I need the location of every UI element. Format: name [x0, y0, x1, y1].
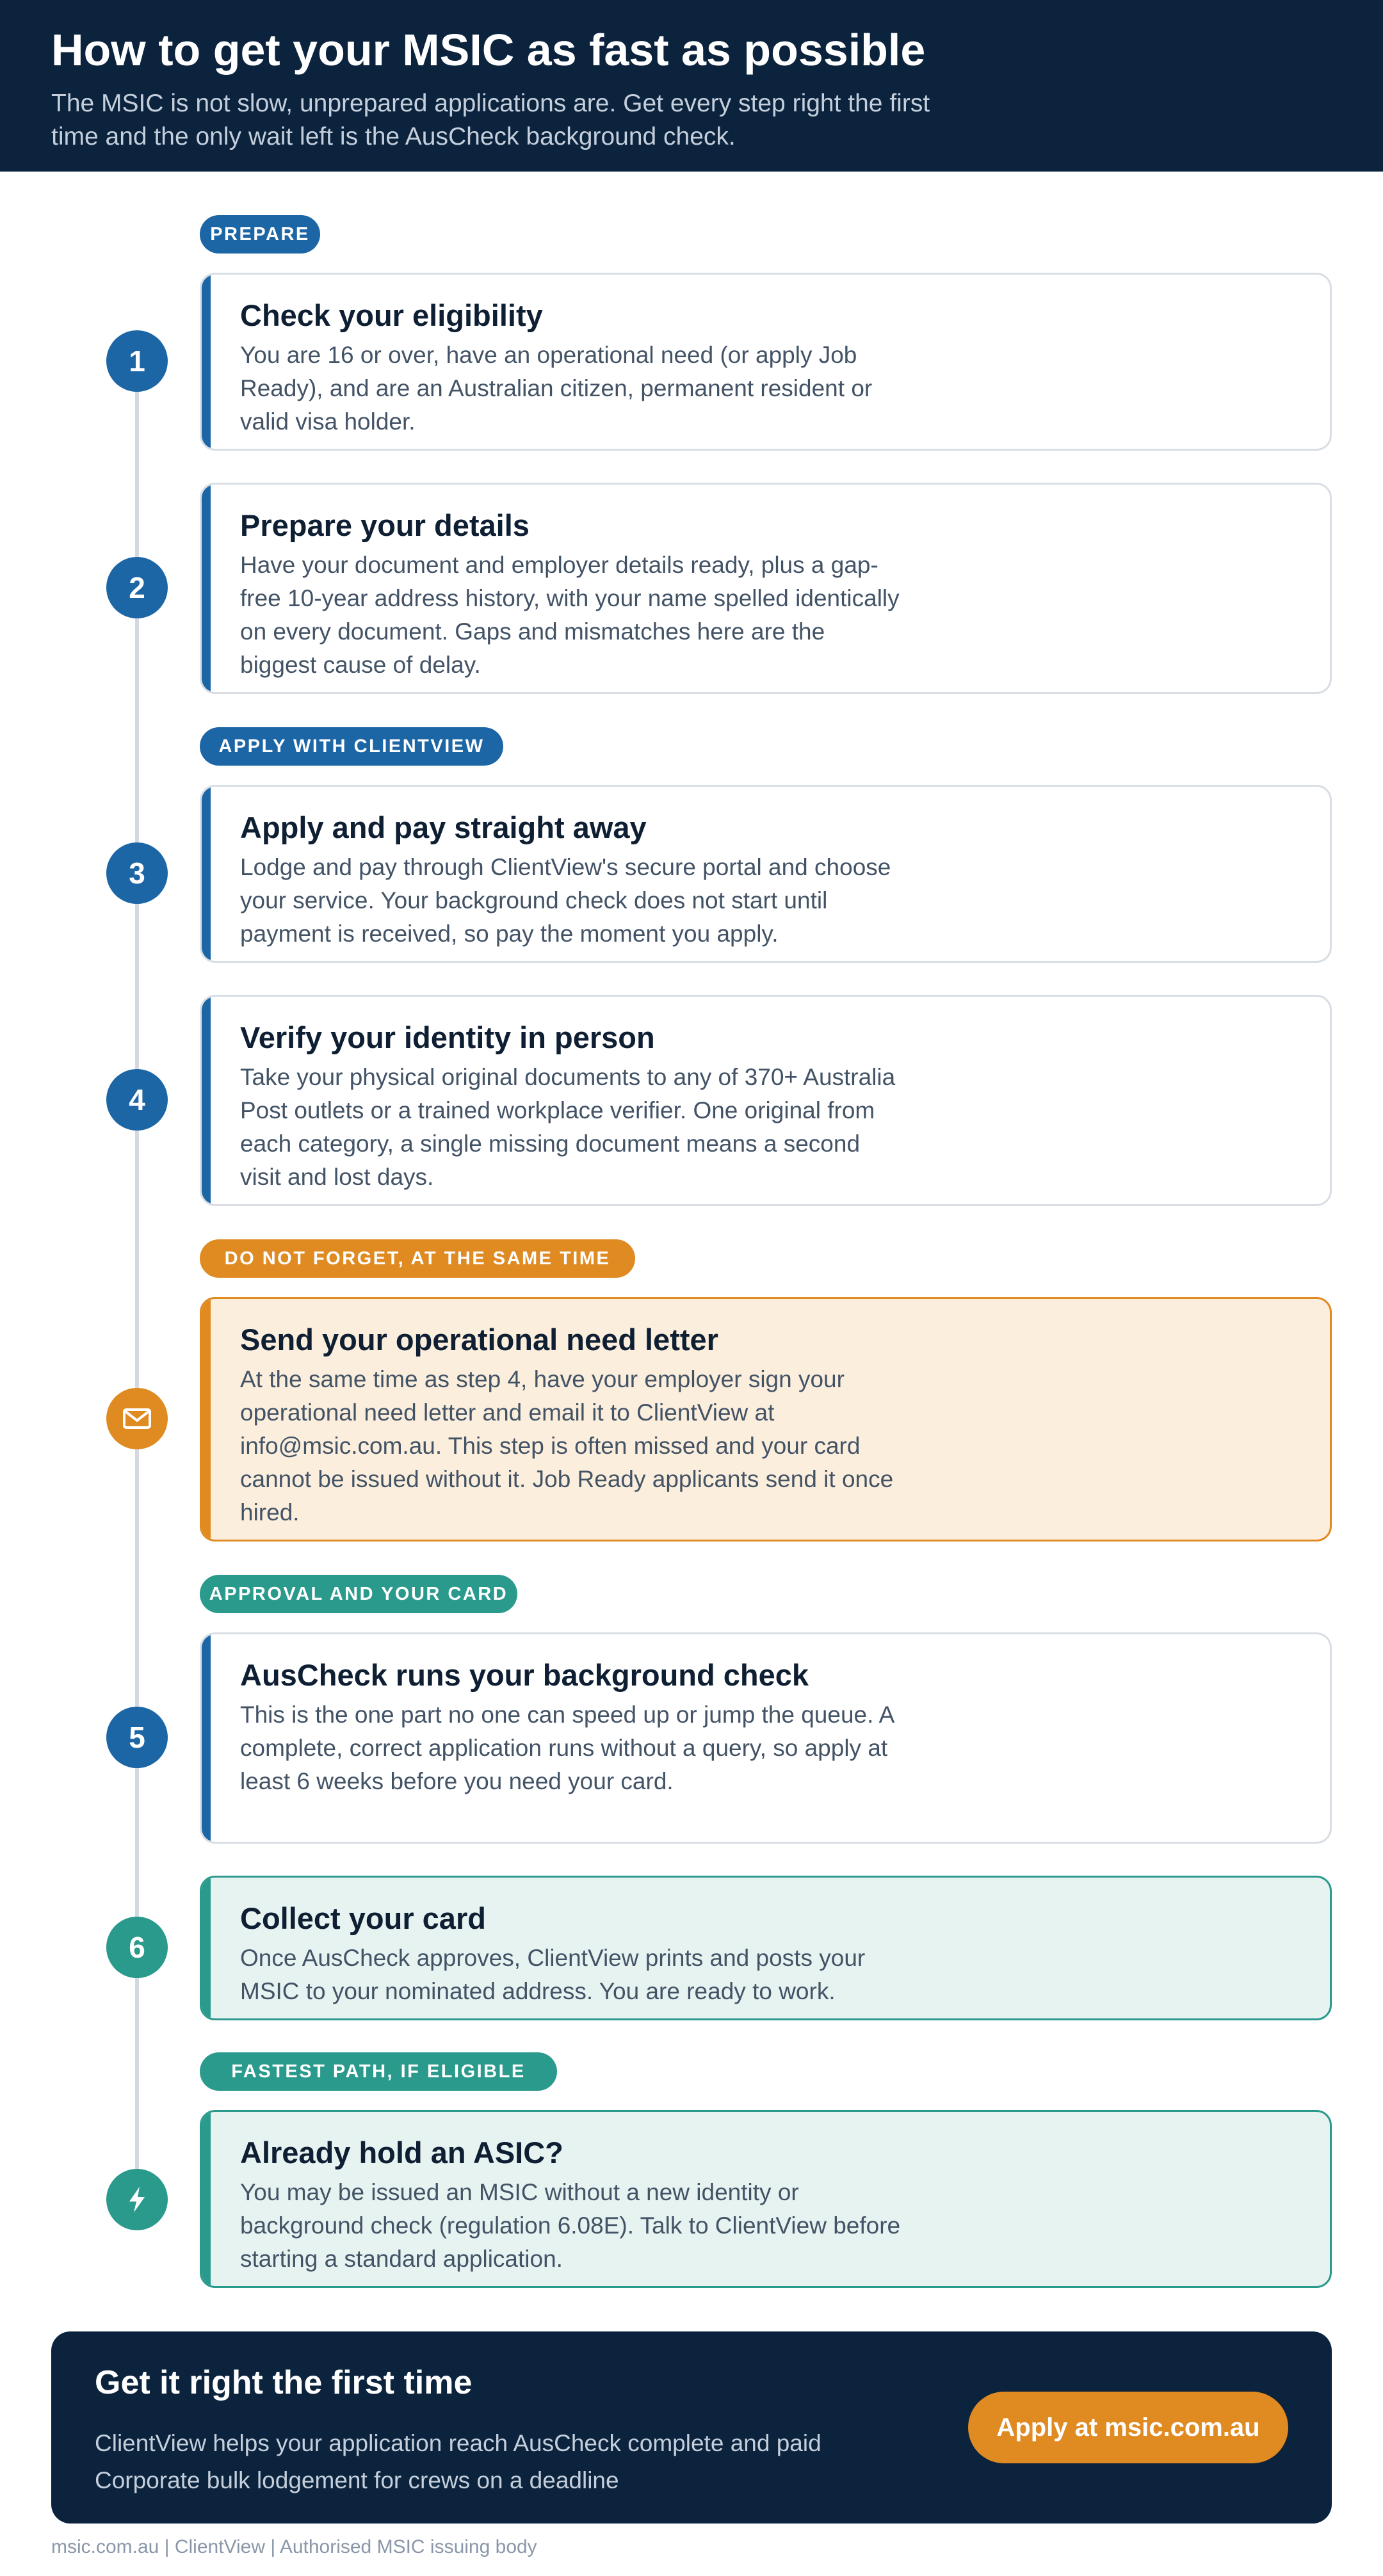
- step-number-3: 3: [106, 842, 168, 904]
- envelope-icon: [122, 1403, 152, 1434]
- cta-banner: [51, 2331, 1332, 2524]
- section-label-fastest: FASTEST PATH, IF ELIGIBLE: [200, 2052, 557, 2091]
- lightning-icon: [122, 2184, 152, 2215]
- step-title-3: Apply and pay straight away: [240, 810, 647, 844]
- step-card-3: [200, 785, 1332, 963]
- step-card-letter: [200, 1297, 1332, 1542]
- step-title-6: Collect your card: [240, 1901, 486, 1935]
- page-header: [0, 0, 1383, 172]
- step-icon-letter: [106, 1388, 168, 1449]
- page-title: How to get your MSIC as fast as possible: [51, 25, 926, 75]
- cta-line-2: Corporate bulk lodgement for crews on a deadline: [95, 2467, 619, 2493]
- step-title-4: Verify your identity in person: [240, 1020, 655, 1054]
- step-number-1: 1: [106, 330, 168, 392]
- cta-title: Get it right the first time: [95, 2364, 473, 2401]
- section-label-reminder: DO NOT FORGET, AT THE SAME TIME: [200, 1239, 635, 1278]
- page-subtitle: The MSIC is not slow, unprepared applications are. Get every step right the first time and the only wait left is the AusCheck background check.: [51, 90, 930, 150]
- step-body-letter: At the same time as step 4, have your employer sign your operational need letter and email it to ClientView at info@msic.com.au. This step is often missed and your card cannot be issued without it. Job Ready applicants send it once hired.: [240, 1366, 894, 1525]
- section-label-approval: APPROVAL AND YOUR CARD: [200, 1575, 517, 1613]
- step-icon-asic: [106, 2169, 168, 2230]
- step-number-6: 6: [106, 1917, 168, 1978]
- footer-text: msic.com.au | ClientView | Authorised MSIC issuing body: [51, 2536, 537, 2557]
- step-body-5: This is the one part no one can speed up or jump the queue. A complete, correct application runs without a query, so apply at least 6 weeks before you need your card.: [240, 1702, 894, 1794]
- step-number-5: 5: [106, 1707, 168, 1768]
- step-body-6: Once AusCheck approves, ClientView prints and posts your MSIC to your nominated address. You are ready to work.: [240, 1945, 866, 2004]
- apply-button[interactable]: Apply at msic.com.au: [968, 2392, 1288, 2463]
- section-label-prepare: PREPARE: [200, 215, 320, 254]
- step-body-3: Lodge and pay through ClientView's secure portal and choose your service. Your background check does not start until payment is received, so pay the moment you apply.: [240, 854, 891, 947]
- step-card-2: [200, 483, 1332, 694]
- step-number-2: 2: [106, 557, 168, 618]
- step-body-asic: You may be issued an MSIC without a new identity or background check (regulation 6.08E). Talk to ClientView before starting a standard application.: [240, 2179, 901, 2272]
- step-card-5: [200, 1632, 1332, 1844]
- step-title-asic: Already hold an ASIC?: [240, 2136, 563, 2169]
- step-body-4: Take your physical original documents to any of 370+ Australia Post outlets or a trained workplace verifier. One original from each category, a single missing document means a second visit and lost days.: [240, 1064, 896, 1190]
- step-title-5: AusCheck runs your background check: [240, 1658, 809, 1692]
- step-body-1: You are 16 or over, have an operational need (or apply Job Ready), and are an Australian citizen, permanent resident or valid visa holder.: [240, 342, 873, 435]
- step-number-4: 4: [106, 1069, 168, 1131]
- step-body-2: Have your document and employer details ready, plus a gap-free 10-year address history, with your name spelled identically on every document. Gaps and mismatches here are the biggest cause of delay.: [240, 552, 900, 678]
- step-card-6: [200, 1876, 1332, 2020]
- step-card-asic: [200, 2110, 1332, 2288]
- section-label-apply: APPLY WITH CLIENTVIEW: [200, 727, 503, 766]
- step-card-4: [200, 995, 1332, 1206]
- step-title-2: Prepare your details: [240, 508, 530, 542]
- step-card-1: [200, 273, 1332, 451]
- step-title-1: Check your eligibility: [240, 298, 543, 332]
- cta-line-1: ClientView helps your application reach AusCheck complete and paid: [95, 2430, 821, 2456]
- step-title-letter: Send your operational need letter: [240, 1323, 718, 1356]
